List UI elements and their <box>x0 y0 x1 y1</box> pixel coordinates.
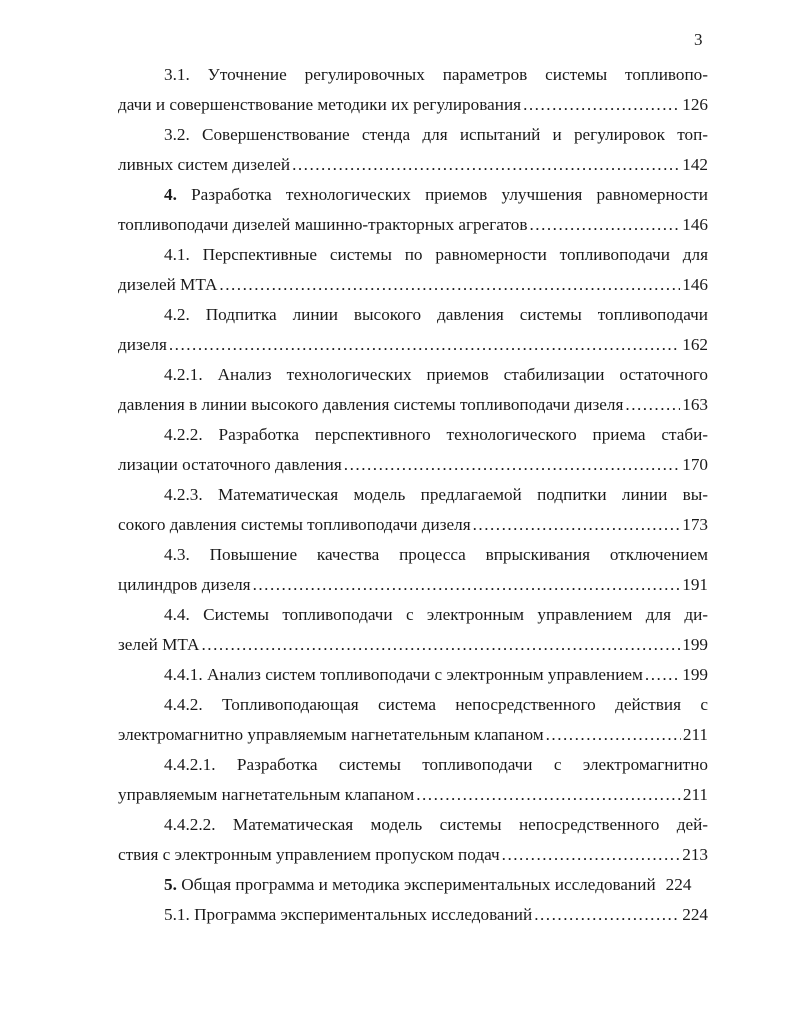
toc-entry-title-line <box>118 360 708 390</box>
dot-leader <box>344 450 680 480</box>
toc-page-number: 191 <box>682 575 708 594</box>
toc-entry <box>118 240 708 300</box>
toc-entry-title-line <box>118 750 708 780</box>
toc-entry-title-line <box>118 60 708 90</box>
toc-entry-text <box>164 900 532 930</box>
toc-entry-text <box>118 390 623 420</box>
toc-entry-text-content: электромагнитно управляемым нагнетательным клапаном <box>118 725 544 744</box>
toc-entry <box>118 480 708 540</box>
toc-page-number: 146 <box>682 215 708 234</box>
toc-entry-text-content: ствия с электронным управлением пропуском подач <box>118 845 500 864</box>
toc-page-number: 224 <box>682 905 708 924</box>
toc-page-number: 211 <box>682 785 708 804</box>
dot-leader <box>523 90 680 120</box>
dot-leader <box>416 780 681 810</box>
toc-entry-title-line <box>118 810 708 840</box>
toc-entry-title: 4.1. Перспективные системы по равномерности топливоподачи для <box>164 245 708 264</box>
toc-entry-text-content: сокого давления системы топливоподачи дизеля <box>118 515 471 534</box>
toc-entry-text <box>118 570 251 600</box>
dot-leader <box>292 150 680 180</box>
toc-entry-text <box>118 510 471 540</box>
toc-entry-leader-line <box>118 870 708 900</box>
toc-entry <box>118 300 708 360</box>
toc-entry-title-line <box>118 540 708 570</box>
dot-leader <box>546 720 681 750</box>
toc-entry <box>118 180 708 240</box>
toc-page-number: 126 <box>682 95 708 114</box>
toc-entry-leader-line <box>118 270 708 300</box>
toc-entry <box>118 870 708 900</box>
toc-entry-text-content: дизелей МТА <box>118 275 218 294</box>
toc-entry-title-line <box>118 240 708 270</box>
toc-page-number: 163 <box>682 395 708 414</box>
toc-page-number: 199 <box>682 635 708 654</box>
toc-entry <box>118 360 708 420</box>
toc-page-number: 142 <box>682 155 708 174</box>
dot-leader <box>253 570 681 600</box>
toc-page-number: 224 <box>665 875 692 894</box>
dot-leader <box>201 630 680 660</box>
toc-entry <box>118 600 708 660</box>
chapter-number: 5. <box>164 875 177 894</box>
toc-entry-title-line <box>118 690 708 720</box>
toc-entry <box>118 120 708 180</box>
toc-entry-text-content: управляемым нагнетательным клапаном <box>118 785 415 804</box>
toc-entry-text <box>118 630 199 660</box>
toc-entry-title-line <box>118 300 708 330</box>
toc-entry <box>118 60 708 120</box>
toc-entry-leader-line <box>118 720 708 750</box>
toc-entry-title: 3.1. Уточнение регулировочных параметров системы топливопо- <box>164 65 708 84</box>
toc-entry-title: 4.4.2.1. Разработка системы топливоподачи с электромагнитно <box>164 755 708 774</box>
toc-entry-leader-line <box>118 150 708 180</box>
toc-entry-leader-line <box>118 660 708 690</box>
toc-entry-title: 4.3. Повышение качества процесса впрыскивания отключением <box>164 545 708 564</box>
toc-entry-text-content: дизеля <box>118 335 167 354</box>
toc-entry-text-content: дачи и совершенствование методики их регулирования <box>118 95 522 114</box>
toc-entry-leader-line <box>118 840 708 870</box>
toc-entry <box>118 900 708 930</box>
dot-leader <box>645 660 680 690</box>
toc-entry-leader-line <box>118 780 708 810</box>
toc-entry <box>118 540 708 600</box>
toc-entry-title: 4.2. Подпитка линии высокого давления системы топливоподачи <box>164 305 708 324</box>
page-number: 3 <box>694 30 703 49</box>
toc-entry-text-content: топливоподачи дизелей машинно-тракторных агрегатов <box>118 215 528 234</box>
toc-entry <box>118 690 708 750</box>
toc-entry-title: 4.4. Системы топливоподачи с электронным управлением для ди- <box>164 605 708 624</box>
toc-entry-leader-line <box>118 90 708 120</box>
toc-entry-leader-line <box>118 630 708 660</box>
toc-entry-title: Разработка технологических приемов улучшения равномерности <box>176 185 708 204</box>
toc-entry-title: 3.2. Совершенствование стенда для испытаний и регулировок топ- <box>164 125 708 144</box>
dot-leader <box>502 840 681 870</box>
toc-entry <box>118 750 708 810</box>
toc-entry <box>118 420 708 480</box>
toc-entry-text-content: давления в линии высокого давления системы топливоподачи дизеля <box>118 395 624 414</box>
toc-entry-text-content: ливных систем дизелей <box>118 155 291 174</box>
toc-entry-text <box>118 330 167 360</box>
toc-entry <box>118 810 708 870</box>
toc-entry-text-content: 5.1. Программа экспериментальных исследований <box>164 905 533 924</box>
toc-entry-title: 4.4.2.2. Математическая модель системы непосредственного дей- <box>164 815 708 834</box>
toc-entry-leader-line <box>118 510 708 540</box>
toc-entry-text <box>118 90 521 120</box>
dot-leader <box>219 270 680 300</box>
toc-page-number: 213 <box>682 845 708 864</box>
toc-entry-title-line <box>118 180 708 210</box>
toc-entry-text-content: лизации остаточного давления <box>118 455 342 474</box>
toc-entry-text <box>118 210 527 240</box>
toc-entry-text <box>164 660 643 690</box>
toc-entry-leader-line <box>118 900 708 930</box>
toc-entry-title: 4.2.2. Разработка перспективного технологического приема стаби- <box>164 425 708 444</box>
toc-entry-leader-line <box>118 450 708 480</box>
dot-leader <box>473 510 681 540</box>
toc-entry-text <box>118 720 544 750</box>
toc-entry-leader-line <box>118 330 708 360</box>
toc-page-number: 173 <box>682 515 708 534</box>
dot-leader <box>534 900 680 930</box>
toc-entry-text-content: зелей МТА <box>118 635 200 654</box>
toc-page-number: 162 <box>682 335 708 354</box>
toc-entry-title: 4.2.3. Математическая модель предлагаемой подпитки линии вы- <box>164 485 708 504</box>
toc-entry-text <box>118 150 290 180</box>
toc-entry-text <box>118 840 500 870</box>
table-of-contents <box>118 60 708 930</box>
toc-entry-text <box>118 450 342 480</box>
toc-entry-text-content: Общая программа и методика экспериментальных исследований <box>176 875 656 894</box>
dot-leader <box>625 390 680 420</box>
toc-entry-leader-line <box>118 390 708 420</box>
toc-page-number: 211 <box>682 725 708 744</box>
chapter-number: 4. <box>164 185 177 204</box>
toc-page-number: 146 <box>682 275 708 294</box>
toc-entry-title-line <box>118 120 708 150</box>
toc-entry-title: 4.4.2. Топливоподающая система непосредственного действия с <box>164 695 708 714</box>
toc-entry-text <box>164 870 656 900</box>
toc-entry-leader-line <box>118 210 708 240</box>
toc-entry-text <box>118 270 217 300</box>
toc-entry-text-content: 4.4.1. Анализ систем топливоподачи с электронным управлением <box>164 665 643 684</box>
toc-entry-title-line <box>118 600 708 630</box>
dot-leader <box>169 330 680 360</box>
toc-entry-title: 4.2.1. Анализ технологических приемов стабилизации остаточного <box>164 365 708 384</box>
toc-entry-leader-line <box>118 570 708 600</box>
toc-page-number: 170 <box>682 455 708 474</box>
toc-entry-text-content: цилиндров дизеля <box>118 575 251 594</box>
toc-entry-title-line <box>118 480 708 510</box>
dot-leader <box>529 210 680 240</box>
toc-page-number: 199 <box>682 665 708 684</box>
toc-entry-text <box>118 780 414 810</box>
toc-entry-title-line <box>118 420 708 450</box>
toc-entry <box>118 660 708 690</box>
